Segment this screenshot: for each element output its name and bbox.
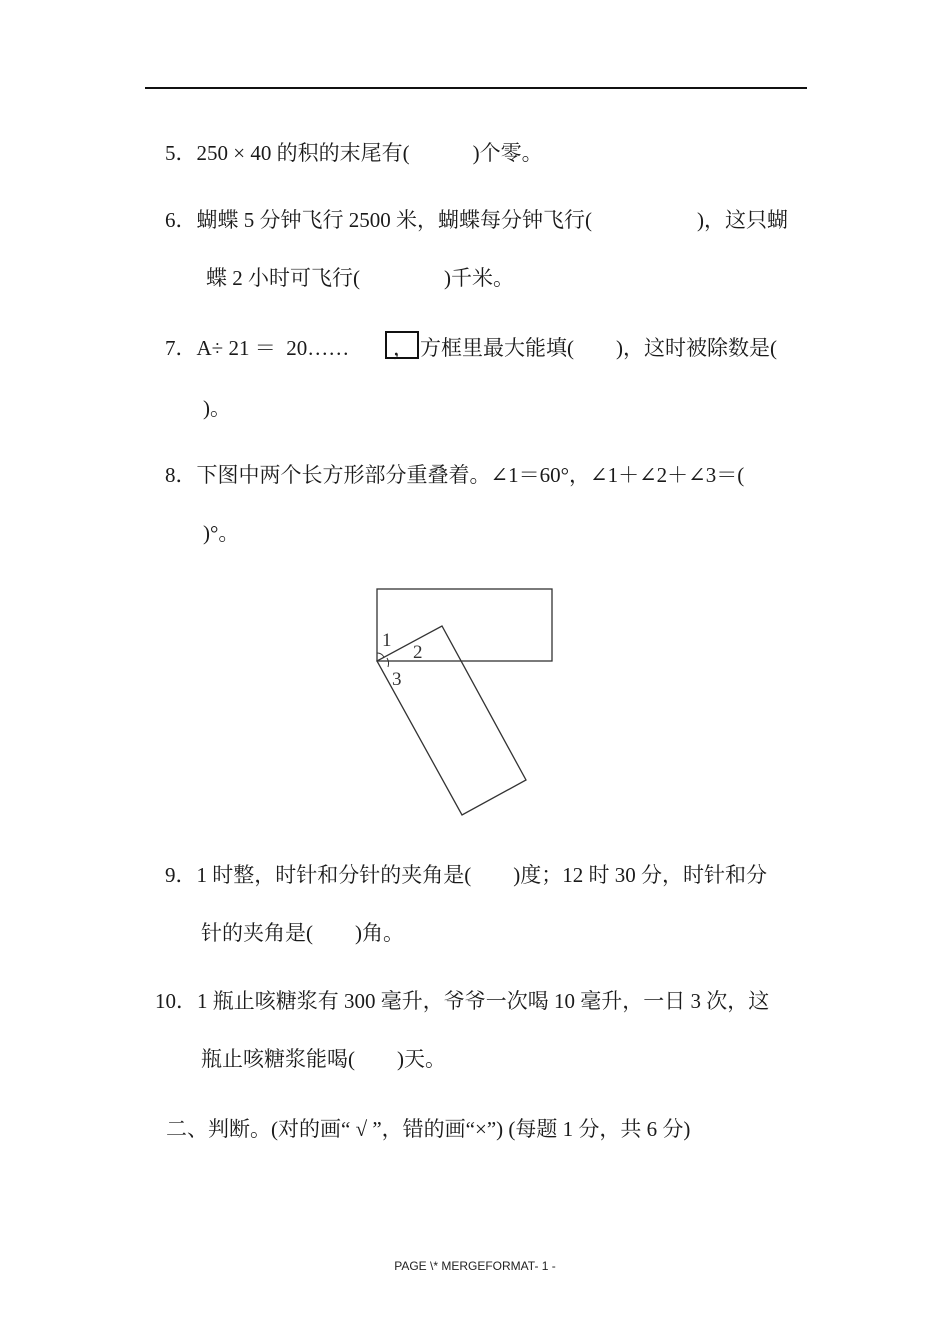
angle-label-2: 2 xyxy=(413,642,423,663)
question-6-line-2: 蝶 2 小时可飞行( )千米。 xyxy=(206,266,514,290)
question-7-line-2: )。 xyxy=(203,396,231,420)
angle-label-3: 3 xyxy=(392,669,402,690)
question-7-suffix: 方框里最大能填( )，这时被除数是( xyxy=(420,336,777,360)
tilted-rectangle xyxy=(377,626,526,815)
question-9-line-2: 针的夹角是( )角。 xyxy=(201,921,404,945)
question-8-line-2: )°。 xyxy=(203,521,240,545)
question-10-line-1: 10．1 瓶止咳糖浆有 300 毫升，爷爷一次喝 10 毫升，一日 3 次，这 xyxy=(155,989,770,1013)
horizontal-rectangle xyxy=(377,589,552,661)
question-6-line-1: 6．蝴蝶 5 分钟飞行 2500 米，蝴蝶每分钟飞行( )，这只蝴 xyxy=(165,208,788,232)
question-5: 5．250 × 40 的积的末尾有( )个零。 xyxy=(165,141,543,165)
section-title: 二、判断。(对的画“ √ ”，错的画“×”) (每题 1 分，共 6 分) xyxy=(166,1117,691,1141)
question-9-line-1: 9．1 时整，时针和分针的夹角是( )度；12 时 30 分，时针和分 xyxy=(165,863,767,887)
overlapping-rectangles-figure xyxy=(360,580,560,820)
header-rule xyxy=(145,87,807,89)
question-8-line-1: 8．下图中两个长方形部分重叠着。∠1＝60°，∠1＋∠2＋∠3＝( xyxy=(165,463,745,487)
question-10-line-2: 瓶止咳糖浆能喝( )天。 xyxy=(201,1047,446,1071)
angle-2-arc xyxy=(387,658,389,667)
angle-1-arc xyxy=(377,653,384,657)
question-7-comma: ， xyxy=(393,336,414,360)
page-footer: PAGE \* MERGEFORMAT- 1 - xyxy=(394,1259,556,1273)
question-7-prefix: 7．A÷ 21 ＝ 20…… xyxy=(165,336,350,360)
angle-label-1: 1 xyxy=(382,630,392,651)
